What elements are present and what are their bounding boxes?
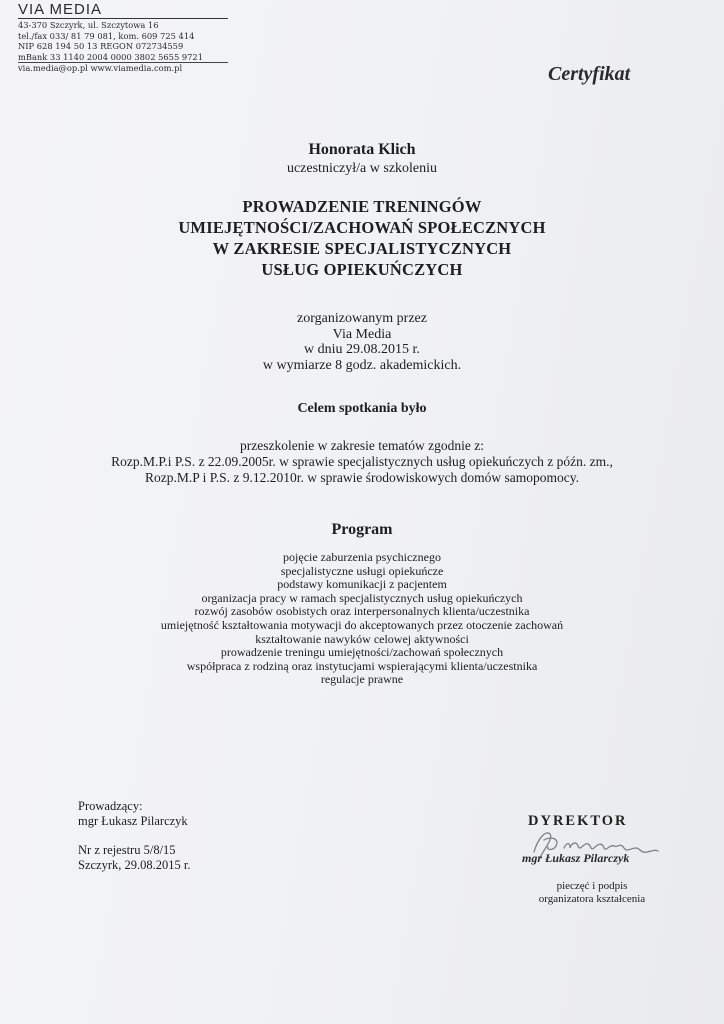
program-item: regulacje prawne <box>320 672 404 687</box>
organized-by-label: zorganizowanym przez <box>297 311 427 326</box>
letterhead <box>18 2 228 74</box>
company-bank-account: mBank 33 1140 2004 0000 3802 5655 9721 <box>18 52 228 64</box>
trainer-name: mgr Łukasz Pilarczyk <box>78 814 188 828</box>
issue-place-date: Szczyrk, 29.08.2015 r. <box>78 858 191 872</box>
program-item: specjalistyczne usługi opiekuńcze <box>280 563 444 578</box>
company-phone: tel./fax 033/ 81 79 081, kom. 609 725 414 <box>18 30 195 41</box>
program-item: umiejętność kształtowania motywacji do akceptowanych przez otoczenie zachowań <box>160 617 564 632</box>
program-item: organizacja pracy w ramach specjalistycznych usług opiekuńczych <box>201 590 523 605</box>
registry-number: Nr z rejestru 5/8/15 <box>78 843 176 857</box>
course-title-line: USŁUG OPIEKUŃCZYCH <box>261 260 463 279</box>
program-item: rozwój zasobów osobistych oraz interpersonalnych klienta/uczestnika <box>194 604 530 619</box>
director-name: mgr Łukasz Pilarczyk <box>522 851 630 865</box>
program-list <box>0 551 724 687</box>
trainer-label: Prowadzący: <box>78 799 143 813</box>
participation-text: uczestniczył/a w szkoleniu <box>286 161 438 176</box>
course-title-line: W ZAKRESIE SPECJALISTYCZNYCH <box>212 239 512 258</box>
registry-block <box>78 843 190 873</box>
company-tax-ids: NIP 628 194 50 13 REGON 072734559 <box>18 41 184 52</box>
goal-line: Rozp.M.P i P.S. z 9.12.2010r. w sprawie środowiskowych domów samopomocy. <box>145 470 579 486</box>
company-name: VIA MEDIA <box>18 2 228 19</box>
program-item: podstawy komunikacji z pacjentem <box>277 577 447 592</box>
goal-heading: Celem spotkania było <box>297 401 427 416</box>
trainer-block <box>78 799 188 829</box>
certificate-title: Certyfikat <box>548 63 631 85</box>
course-title-line: UMIEJĘTNOŚCI/ZACHOWAŃ SPOŁECZNYCH <box>178 218 546 237</box>
company-address: 43-370 Szczyrk, ul. Szczytowa 16 <box>18 20 159 30</box>
stamp-label-line: organizatora kształcenia <box>538 893 646 905</box>
organizer-name: Via Media <box>332 326 392 342</box>
training-hours: w wymiarze 8 godz. akademickich. <box>262 357 462 373</box>
program-heading: Program <box>331 521 393 538</box>
program-item: współpraca z rodziną oraz instytucjami wspierającymi klienta/uczestnika <box>186 658 538 673</box>
director-title: DYREKTOR <box>528 813 628 829</box>
stamp-signature-label <box>522 880 662 906</box>
goal-text <box>0 438 724 487</box>
course-title <box>0 196 724 280</box>
course-title-line: PROWADZENIE TRENINGÓW <box>242 197 482 216</box>
recipient-name: Honorata Klich <box>308 141 416 158</box>
goal-line: Rozp.M.P.i P.S. z 22.09.2005r. w sprawie specjalistycznych usług opiekuńczych z późn. zm., <box>111 454 613 470</box>
organization-details <box>0 311 724 373</box>
company-contact: via.media@op.pl www.viamedia.com.pl <box>18 63 183 74</box>
program-item: prowadzenie treningu umiejętności/zachowań społecznych <box>220 645 504 660</box>
stamp-label-line: pieczęć i podpis <box>556 880 628 892</box>
training-date: w dniu 29.08.2015 r. <box>304 342 420 357</box>
program-item: pojęcie zaburzenia psychicznego <box>283 550 441 564</box>
program-item: kształtowanie nawyków celowej aktywności <box>255 631 469 646</box>
goal-line: przeszkolenie w zakresie tematów zgodnie z: <box>239 438 484 453</box>
